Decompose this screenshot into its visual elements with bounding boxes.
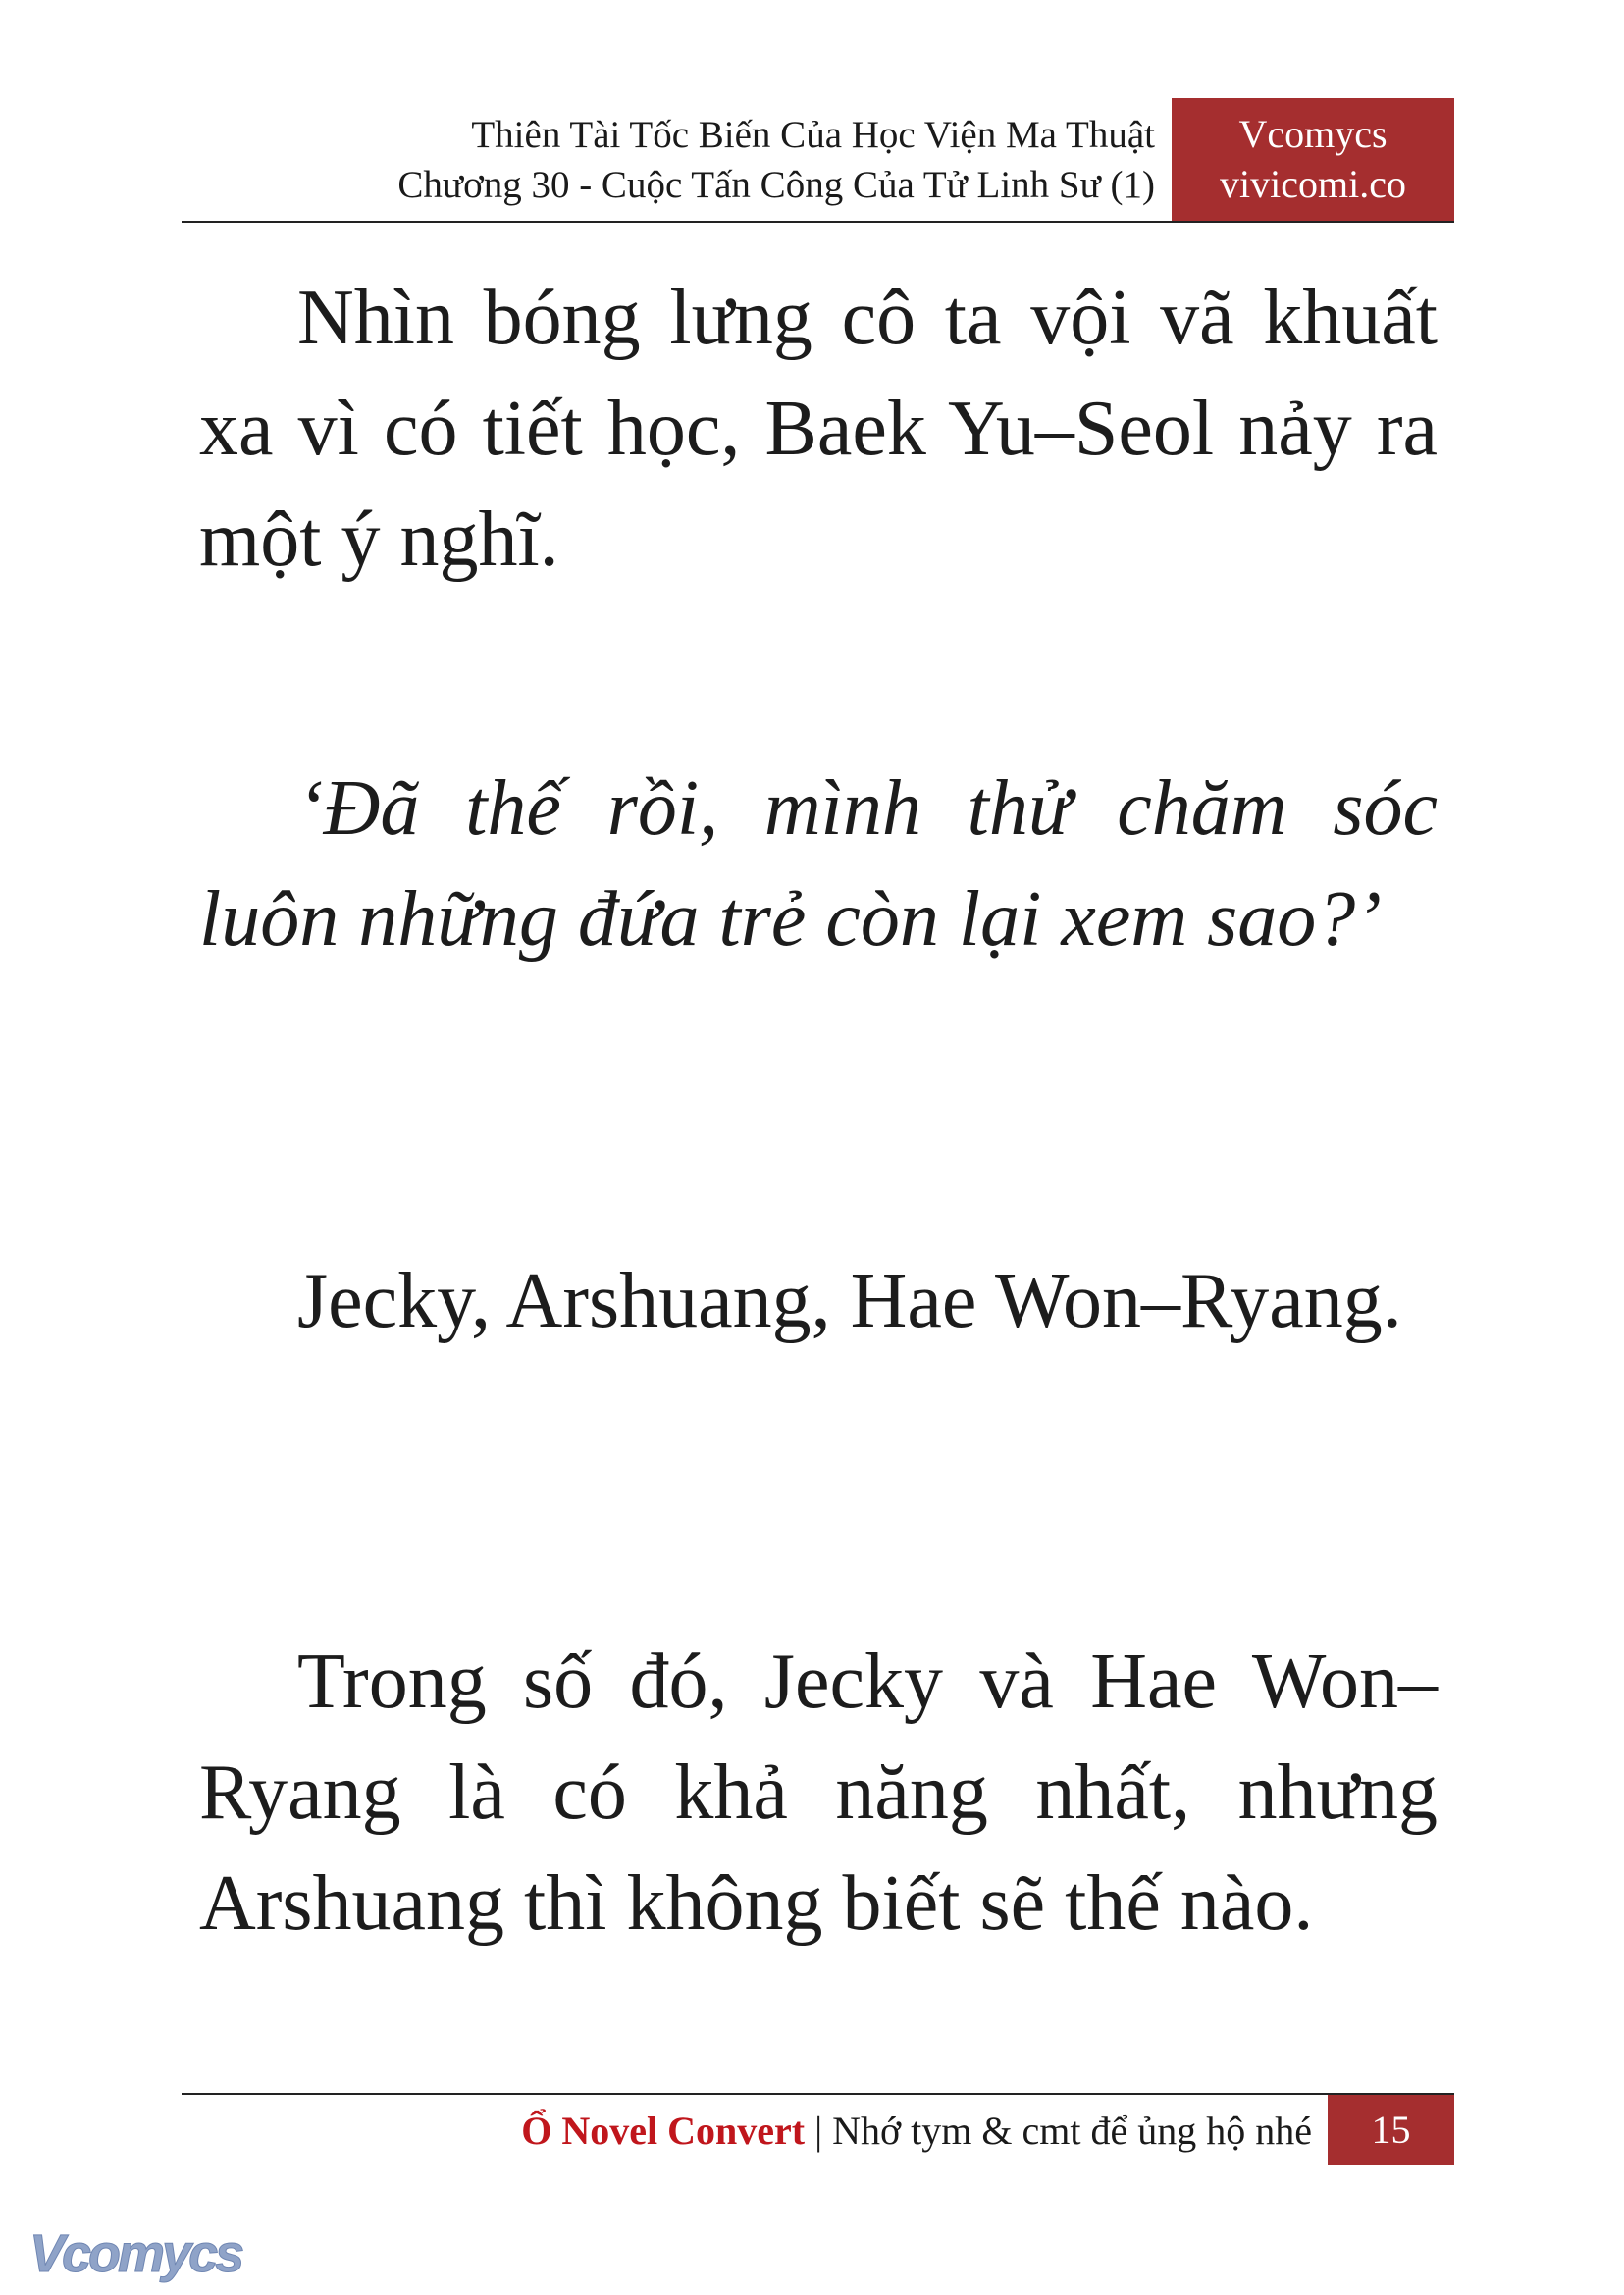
site-badge-url: vivicomi.co: [1220, 162, 1406, 206]
footer-note: Nhớ tym & cmt để ủng hộ nhé: [832, 2109, 1312, 2153]
header-titles: [397, 110, 1155, 210]
paragraph: Trong số đó, Jecky và Hae Won–Ryang là có khả năng nhất, nhưng Arshuang thì không biết sẽ thế nào.: [199, 1639, 1438, 1947]
paragraph-thought: ‘Đã thế rồi, mình thử chăm sóc luôn những đứa trẻ còn lại xem sao?’: [199, 765, 1438, 963]
page-header: [182, 98, 1454, 221]
site-badge: [1172, 98, 1454, 221]
footer-brand: Ổ Novel Convert: [521, 2109, 806, 2153]
header-divider: [182, 221, 1454, 223]
book-title: Thiên Tài Tốc Biến Của Học Viện Ma Thuật: [471, 114, 1155, 156]
paragraph: Jecky, Arshuang, Hae Won–Ryang.: [297, 1258, 1402, 1344]
paragraph: Nhìn bóng lưng cô ta vội vã khuất xa vì có tiết học, Baek Yu–Seol nảy ra một ý nghĩ.: [199, 275, 1438, 583]
page-number: 15: [1328, 2095, 1454, 2165]
page-footer: [182, 2095, 1454, 2165]
site-badge-name: Vcomycs: [1238, 112, 1388, 156]
footer-separator: |: [805, 2109, 833, 2153]
chapter-title: Chương 30 - Cuộc Tấn Công Của Tử Linh Sư (1): [397, 164, 1155, 206]
watermark-text: Vcomycs: [29, 2224, 242, 2283]
footer-text: [521, 2107, 1312, 2156]
vcomycs-watermark-logo: [26, 2222, 261, 2291]
